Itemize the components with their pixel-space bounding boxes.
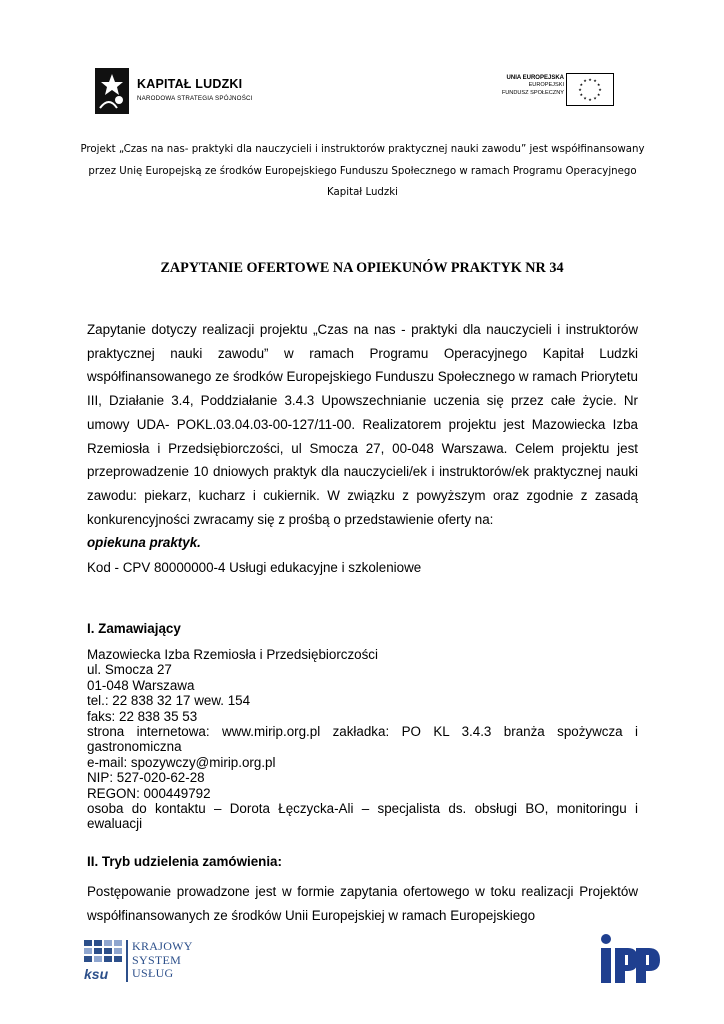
contact-line: ul. Smocza 27 xyxy=(87,662,172,678)
main-paragraph xyxy=(87,318,638,555)
contact-website: strona internetowa: www.mirip.org.pl zakładka: PO KL 3.4.3 branża spożywcza i gastronomiczna xyxy=(87,724,638,755)
main-paragraph-emphasis: opiekuna praktyk. xyxy=(87,535,201,551)
contact-email: e-mail: spozywczy@mirip.org.pl xyxy=(87,754,276,770)
contact-line: faks: 22 838 35 53 xyxy=(87,708,198,724)
ksu-logo xyxy=(84,940,204,982)
ksu-grid-icon xyxy=(84,940,124,964)
eu-line-1: UNIA EUROPEJSKA xyxy=(506,75,564,81)
ksu-divider xyxy=(126,940,128,982)
eu-logo-text xyxy=(502,75,564,97)
eu-star: ★ xyxy=(598,86,602,92)
kapital-ludzki-logo xyxy=(95,68,255,114)
section-2-paragraph: Postępowanie prowadzone jest w formie zapytania ofertowego w toku realizacji Projektów współfinansowanych ze środków Unii Europejskiej w ramach Europejskiego xyxy=(87,884,638,923)
eu-star: ★ xyxy=(583,95,587,101)
kapital-ludzki-subtitle: NARODOWA STRATEGIA SPÓJNOŚCI xyxy=(137,95,253,102)
eu-logo xyxy=(498,73,616,107)
eu-star: ★ xyxy=(583,78,587,84)
eu-star: ★ xyxy=(579,81,584,87)
project-intro: Projekt „Czas na nas- praktyki dla nauczycieli i instruktorów praktycznej nauki zawodu” jest współfinansowany przez Unię Europejską ze środków Europejskiego Funduszu Społecznego w ramach Programu Operacyjnego Kapitał Ludzki xyxy=(80,144,645,198)
cpv-code: Kod - CPV 80000000-4 Usługi edukacyjne i szkoleniowe xyxy=(87,560,422,575)
eu-line-3: FUNDUSZ SPOŁECZNY xyxy=(501,89,564,96)
irp-logo-icon xyxy=(600,933,662,985)
ksu-line-3: USŁUG xyxy=(132,966,174,981)
contact-regon: REGON: 000449792 xyxy=(87,785,211,801)
eu-star: ★ xyxy=(596,81,601,87)
section-2-heading: II. Tryb udzielenia zamówienia: xyxy=(87,854,282,869)
eu-star: ★ xyxy=(593,95,597,101)
contact-block xyxy=(87,647,638,832)
ksu-wordmark: ksu xyxy=(84,966,109,982)
contact-line: 01-048 Warszawa xyxy=(87,677,195,693)
eu-star: ★ xyxy=(579,91,584,97)
kapital-ludzki-title: KAPITAŁ LUDZKI xyxy=(137,77,243,91)
ksu-line-2: SYSTEM xyxy=(132,952,182,967)
section-1-heading: I. Zamawiający xyxy=(87,621,181,636)
eu-star: ★ xyxy=(588,96,592,102)
contact-line: tel.: 22 838 32 17 wew. 154 xyxy=(87,693,251,709)
eu-star: ★ xyxy=(596,91,601,97)
eu-line-2: EUROPEJSKI xyxy=(528,82,564,89)
contact-person: osoba do kontaktu – Dorota Łęczycka-Ali – specjalista ds. obsługi BO, monitoringu i ewaluacji xyxy=(87,801,638,832)
ksu-text xyxy=(132,940,193,981)
eu-star: ★ xyxy=(588,76,592,82)
ksu-line-1: KRAJOWY xyxy=(132,939,193,953)
main-paragraph-text: Zapytanie dotyczy realizacji projektu „Czas na nas - praktyki dla nauczycieli i instruktorów praktycznej nauki zawodu” w ramach Programu Operacyjnego Kapitał Ludzki współfinansowanego ze środków Europejskiego Funduszu Społecznego w ramach Priorytetu III, Działanie 3.4, Poddziałanie 3.4.3 Upowszechnianie uczenia się przez całe życie. Nr umowy UDA- POKL.03.04.03-00-127/11-00. Realizatorem projektu jest Mazowiecka Izba Rzemiosła i Przedsiębiorczości, ul Smocza 27, 00-048 Warszawa. Celem projektu jest przeprowadzenie 10 dniowych praktyk dla nauczycieli/ek i instruktorów/ek praktycznej nauki zawodu: piekarz, kucharz i cukiernik. W związku z powyższym oraz zgodnie z zasadą konkurencyjności zwracamy się z prośbą o przedstawienie oferty na: xyxy=(87,322,638,527)
contact-nip: NIP: 527-020-62-28 xyxy=(87,770,205,786)
kapital-ludzki-emblem-icon xyxy=(95,68,129,114)
eu-star: ★ xyxy=(578,86,582,92)
eu-star: ★ xyxy=(593,78,597,84)
eu-flag-icon xyxy=(566,73,614,106)
document-title: ZAPYTANIE OFERTOWE NA OPIEKUNÓW PRAKTYK NR 34 xyxy=(160,260,564,276)
contact-line: Mazowiecka Izba Rzemiosła i Przedsiębiorczości xyxy=(87,647,378,662)
